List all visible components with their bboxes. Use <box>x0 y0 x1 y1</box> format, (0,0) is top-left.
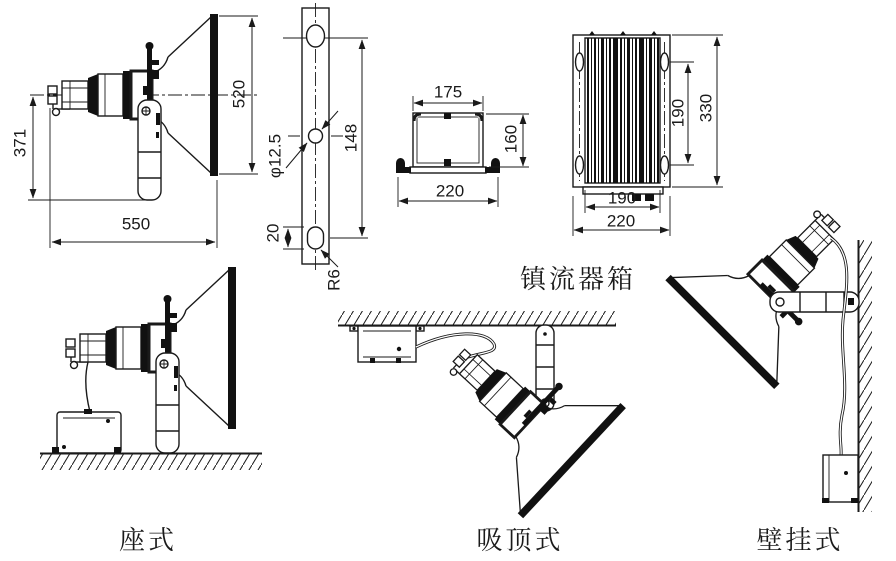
supply-wire <box>86 362 90 412</box>
label-ballast-box: 镇流器箱 <box>519 264 637 294</box>
label-seat-mount: 座式 <box>118 525 178 555</box>
floodlight-side-view <box>28 14 258 248</box>
dim-ballast-body-height: 160 <box>501 124 521 154</box>
ballast-top-view <box>573 31 723 236</box>
dim-ballast-fin-width: 190 <box>607 188 637 208</box>
dim-ballast-overall-length: 330 <box>696 93 716 123</box>
dim-axis-to-base: 371 <box>10 128 30 158</box>
ballast-box-wall <box>823 455 858 502</box>
dim-ballast-overall-width: 220 <box>606 211 636 231</box>
bottom-slot <box>308 227 324 249</box>
dim-ballast-hole-spacing: 190 <box>668 98 688 128</box>
dim-slot-length: 20 <box>263 223 283 243</box>
dim-ballast-body-width: 175 <box>433 82 463 102</box>
wall-mount-view <box>665 166 888 512</box>
dim-ballast-mounting-width: 220 <box>435 181 465 201</box>
dim-center-hole-diameter: φ12.5 <box>265 133 285 179</box>
dim-reflector-diameter: 520 <box>229 79 249 109</box>
dim-slot-radius: R6 <box>324 269 344 291</box>
wall-hatch <box>858 240 872 512</box>
label-wall-mount: 壁挂式 <box>756 525 844 555</box>
label-ceiling-mount: 吸顶式 <box>476 525 564 555</box>
ceiling-hatch <box>338 311 616 325</box>
heat-sink-fins <box>585 38 660 183</box>
dim-overall-length: 550 <box>121 214 151 234</box>
dim-hole-spacing: 148 <box>341 123 361 153</box>
seat-mount-view <box>40 267 262 470</box>
center-hole <box>309 129 323 143</box>
ground-hatch <box>40 454 262 470</box>
ceiling-mount-view <box>338 300 626 518</box>
